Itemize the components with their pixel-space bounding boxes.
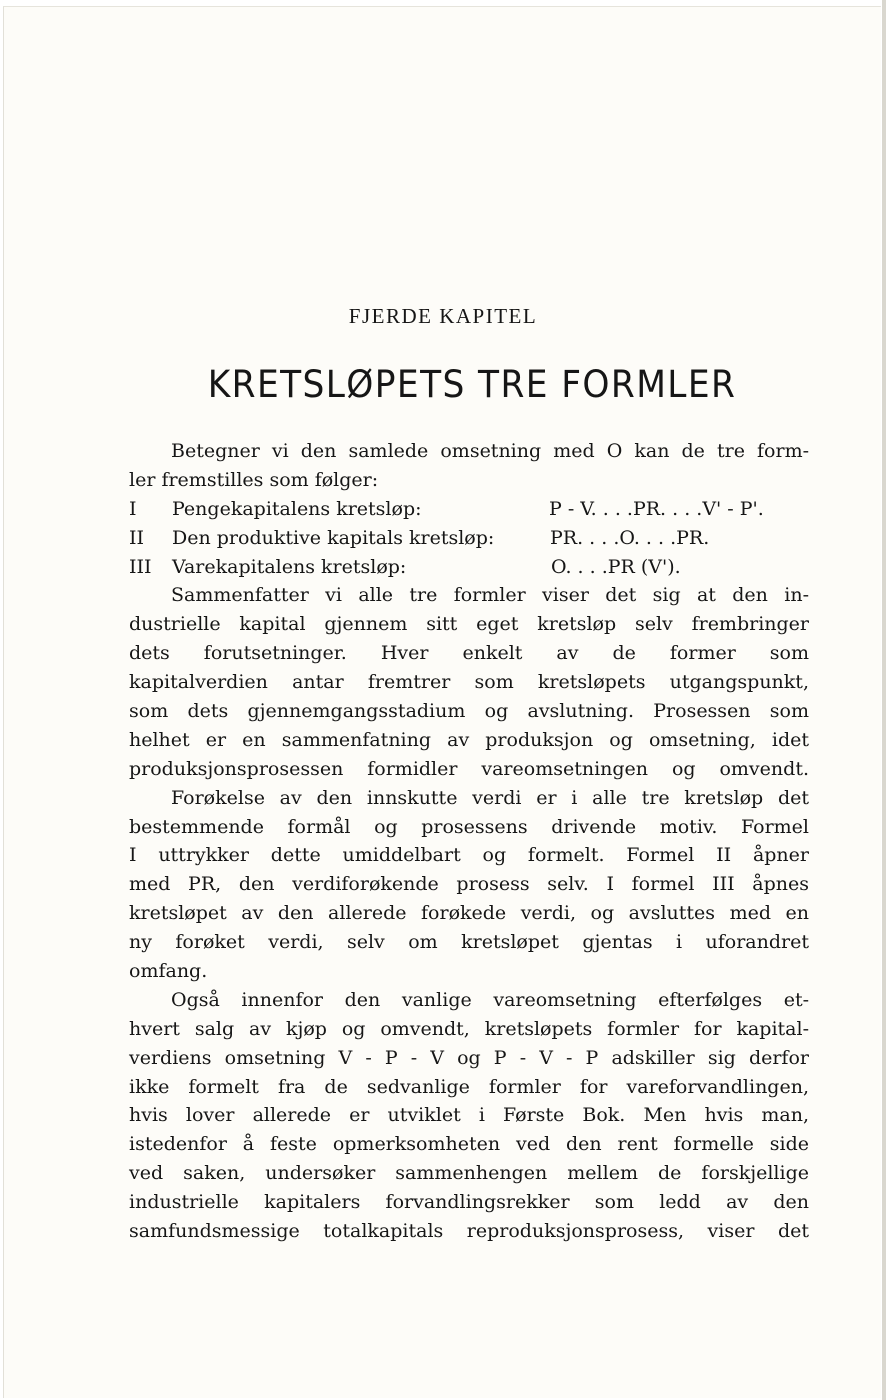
formula-expression: PR. . . .O. . . .PR.	[550, 526, 710, 549]
text-line: istedenfor å feste opmerksomheten ved den rent formelle side	[129, 1133, 809, 1156]
page-title: KRETSLØPETS TRE FORMLER	[207, 363, 737, 406]
formula-expression: P - V. . . .PR. . . .V' - P'.	[549, 497, 764, 520]
text-line: hvis lover allerede er utviklet i Første Bok. Men hvis man,	[129, 1104, 809, 1127]
text-line: omfang.	[129, 960, 208, 983]
formula-label: Pengekapitalens kretsløp:	[172, 497, 422, 520]
page-edge	[882, 0, 886, 1400]
text-line: Forøkelse av den innskutte verdi er i alle tre kretsløp det	[171, 786, 809, 809]
text-line: Sammenfatter vi alle tre formler viser det sig at den in-	[171, 584, 809, 607]
formula-row	[129, 553, 809, 582]
text-line: dustrielle kapital gjennem sitt eget kretsløp selv frembringer	[129, 613, 809, 636]
text-line: som dets gjennemgangsstadium og avslutning. Prosessen som	[129, 700, 809, 723]
formula-label: Den produktive kapitals kretsløp:	[172, 526, 495, 549]
text-line: ny forøket verdi, selv om kretsløpet gjentas i uforandret	[129, 931, 809, 954]
text-line: kapitalverdien antar fremtrer som kretsløpets utgangspunkt,	[129, 671, 809, 694]
text-line: kretsløpet av den allerede forøkede verdi, og avsluttes med en	[129, 902, 809, 925]
text-line: med PR, den verdiforøkende prosess selv. I formel III åpnes	[129, 873, 809, 896]
text-line: hvert salg av kjøp og omvendt, kretsløpets formler for kapital-	[129, 1017, 809, 1040]
text-line: ikke formelt fra de sedvanlige formler for vareforvandlingen,	[129, 1075, 809, 1098]
text-line: helhet er en sammenfatning av produksjon og omsetning, idet	[129, 728, 809, 751]
text-line: Betegner vi den samlede omsetning med O kan de tre form-	[171, 440, 809, 462]
text-line: I uttrykker dette umiddelbart og formelt. Formel II åpner	[129, 844, 809, 867]
text-line: ved saken, undersøker sammenhengen mellem de forskjellige	[129, 1162, 809, 1185]
text-line: produksjonsprosessen formidler vareomsetningen og omvendt.	[129, 757, 809, 780]
formula-label: Varekapitalens kretsløp:	[172, 555, 407, 578]
text-line: dets forutsetninger. Hver enkelt av de former som	[129, 642, 809, 665]
chapter-heading: FJERDE KAPITEL	[348, 304, 538, 328]
formula-expression: O. . . .PR (V').	[551, 555, 681, 578]
text-line: bestemmende formål og prosessens drivende motiv. Formel	[129, 815, 809, 838]
text-line: samfundsmessige totalkapitals reproduksjonsprosess, viser det	[129, 1220, 809, 1243]
text-line: verdiens omsetning V - P - V og P - V - P adskiller sig derfor	[129, 1046, 809, 1069]
formula-row	[129, 495, 809, 524]
text-line: ler fremstilles som følger:	[129, 468, 379, 491]
body-text	[129, 437, 809, 1246]
text-line: Også innenfor den vanlige vareomsetning efterfølges et-	[171, 988, 809, 1011]
formula-numeral: I	[129, 497, 137, 520]
formula-numeral: II	[129, 526, 145, 549]
formula-numeral: III	[129, 555, 152, 578]
formula-row	[129, 524, 809, 553]
text-line: industrielle kapitalers forvandlingsrekker som ledd av den	[129, 1191, 809, 1214]
